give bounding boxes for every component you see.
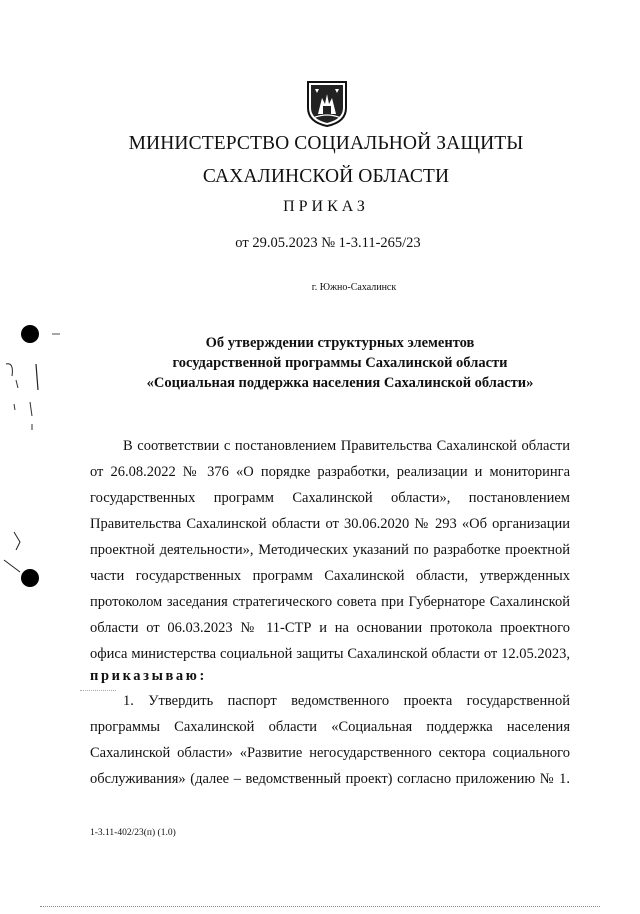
scan-dots: [80, 690, 116, 692]
document-footer-code: 1-3.11-402/23(п) (1.0): [90, 828, 176, 838]
item-line: обслуживания» (далее – ведомственный проект) согласно приложению № 1.: [90, 771, 570, 787]
hole-punch-marks: [0, 320, 60, 600]
body-line: области от 06.03.2023 № 11-СТР и на основании протокола проектного: [90, 620, 570, 636]
scan-edge-line: [40, 906, 600, 908]
item-line: 1. Утвердить паспорт ведомственного проекта государственной: [123, 693, 570, 709]
document-type: ПРИКАЗ: [283, 198, 369, 215]
body-line: государственных программ Сахалинской области», постановлением: [90, 490, 570, 506]
body-line: офиса министерства социальной защиты Сахалинской области от 12.05.2023,: [90, 646, 570, 662]
body-line: проектной деятельности», Методических указаний по разработке проектной: [90, 542, 570, 558]
body-line: Правительства Сахалинской области от 30.06.2020 № 293 «Об организации: [90, 516, 570, 532]
document-title-line1: Об утверждении структурных элементов: [205, 335, 475, 351]
order-word: приказываю:: [90, 668, 207, 684]
body-line: части государственных программ Сахалинской области, утвержденных: [90, 568, 570, 584]
body-line: от 26.08.2022 № 376 «О порядке разработки, реализации и мониторинга: [90, 464, 570, 480]
document-city: г. Южно-Сахалинск: [311, 282, 397, 293]
coat-of-arms-emblem: [304, 78, 350, 128]
body-line: протоколом заседания стратегического совета при Губернаторе Сахалинской: [90, 594, 570, 610]
ministry-name-line2: САХАЛИНСКОЙ ОБЛАСТИ: [202, 166, 450, 187]
document-number: от 29.05.2023 № 1-3.11-265/23: [235, 235, 421, 251]
document-title-line2: государственной программы Сахалинской области: [172, 355, 508, 371]
document-title-line3: «Социальная поддержка населения Сахалинской области»: [146, 375, 534, 391]
item-line: программы Сахалинской области «Социальная поддержка населения: [90, 719, 570, 735]
item-line: Сахалинской области» «Развитие негосударственного сектора социального: [90, 745, 570, 761]
ministry-name-line1: МИНИСТЕРСТВО СОЦИАЛЬНОЙ ЗАЩИТЫ: [128, 133, 524, 154]
body-line: В соответствии с постановлением Правительства Сахалинской области: [123, 438, 570, 454]
